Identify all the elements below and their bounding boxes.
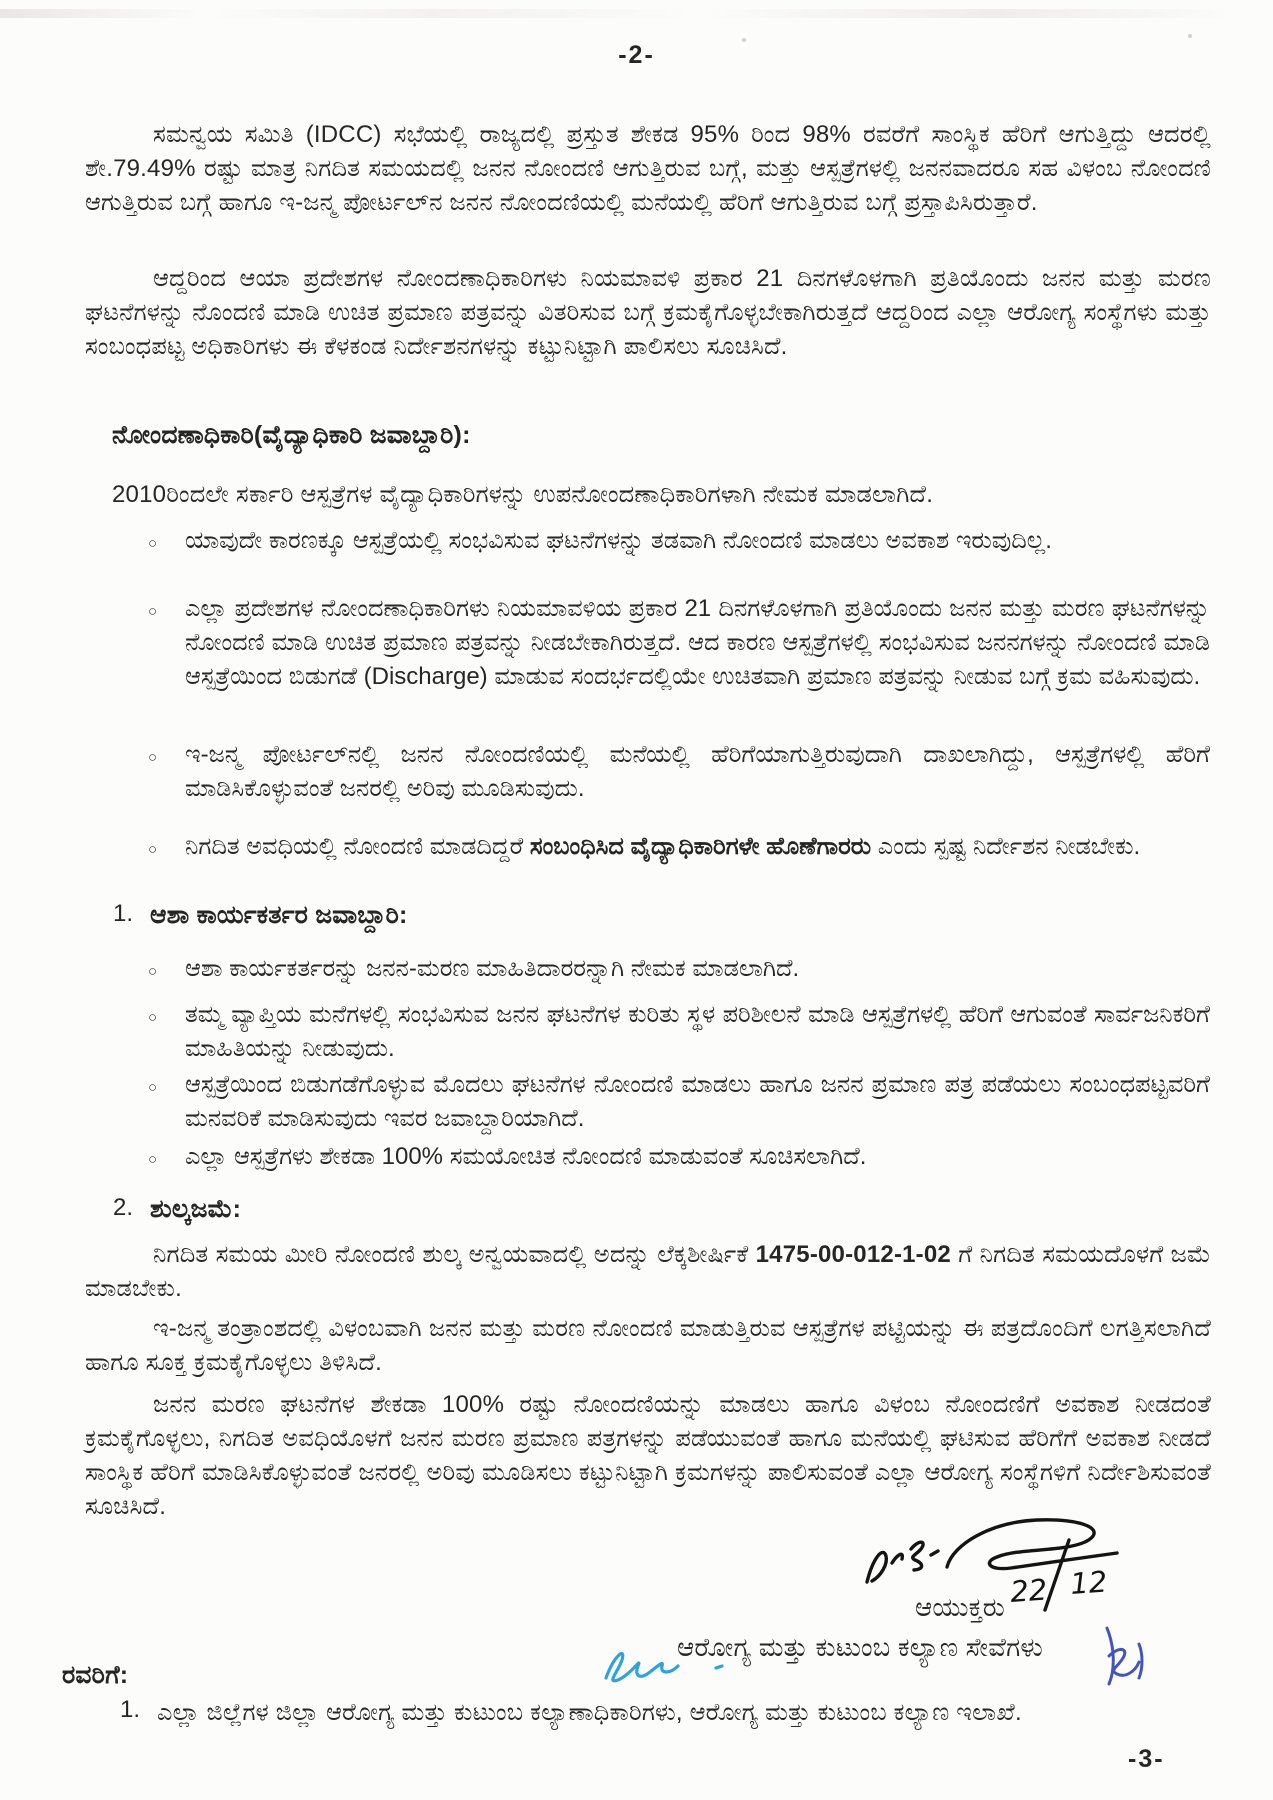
blue-side-scribble [1095, 1622, 1157, 1692]
asha-bullet-1-text: ಆಶಾ ಕಾರ್ಯಕರ್ತರನ್ನು ಜನನ-ಮರಣ ಮಾಹಿತಿದಾರರನ್ನಾಗಿ ನೇಮಕ ಮಾಡಲಾಗಿದೆ. [185, 955, 800, 982]
scan-artifact-strip [0, 9, 1273, 18]
registrar-bullet-4 [148, 830, 1210, 864]
fees-paragraph-1-post: ಗೆ ನಿಗದಿತ ಸಮಯದೊಳಗೆ ಜಮೆ ಮಾಡಬೇಕು. [85, 1241, 1211, 1302]
page-number-bottom: -3- [1128, 1745, 1165, 1773]
asha-bullet-4-text: ಎಲ್ಲಾ ಆಸ್ಪತ್ರೆಗಳು ಶೇಕಡಾ 100% ಸಮಯೋಚಿತ ನೋಂದಣಿ ಮಾಡುವಂತೆ ಸೂಚಿಸಲಾಗಿದೆ. [185, 1143, 867, 1170]
registrar-intro: 2010ರಿಂದಲೇ ಸರ್ಕಾರಿ ಆಸ್ಪತ್ರೆಗಳ ವೈದ್ಯಾಧಿಕಾರಿಗಳನ್ನು ಉಪನೋಂದಣಾಧಿಕಾರಿಗಳಾಗಿ ನೇಮಕ ಮಾಡಲಾಗಿದೆ. [112, 481, 934, 508]
asha-bullet-4 [148, 1140, 1210, 1174]
fees-section-number: 2. [113, 1194, 134, 1221]
signatory-organization: ಆರೋಗ್ಯ ಮತ್ತು ಕುಟುಂಬ ಕಲ್ಯಾಣ ಸೇವೆಗಳು [677, 1632, 1043, 1662]
bullet-circle-icon: ○ [148, 603, 158, 620]
registrar-bullet-4-pre: ನಿಗದಿತ ಅವಧಿಯಲ್ಲಿ ನೋಂದಣಿ ಮಾಡದಿದ್ದರೆ [185, 833, 530, 860]
registrar-section-heading: ನೋಂದಣಾಧಿಕಾರಿ(ವೈದ್ಯಾಧಿಕಾರಿ ಜವಾಬ್ದಾರಿ): [112, 421, 471, 449]
fees-paragraph-1 [85, 1238, 1211, 1306]
asha-bullet-2 [148, 998, 1210, 1066]
bullet-circle-icon: ○ [148, 1009, 158, 1026]
bullet-circle-icon: ○ [148, 749, 158, 766]
registrar-bullet-4-post: ಎಂದು ಸ್ಪಷ್ಟ ನಿರ್ದೇಶನ ನೀಡಬೇಕು. [871, 833, 1141, 860]
asha-section-heading: ಆಶಾ ಕಾರ್ಯಕರ್ತರ ಜವಾಬ್ದಾರಿ: [150, 901, 408, 929]
bullet-circle-icon: ○ [148, 1151, 158, 1168]
asha-section-number: 1. [113, 900, 134, 927]
recipients-heading: ರವರಿಗೆ: [62, 1661, 129, 1689]
registrar-bullet-3-text: ಇ-ಜನ್ಮ ಪೋರ್ಟಲ್‌ನಲ್ಲಿ ಜನನ ನೋಂದಣಿಯಲ್ಲಿ ಮನೆಯಲ್ಲಿ ಹೆರಿಗೆಯಾಗುತ್ತಿರುವುದಾಗಿ ದಾಖಲಾಗಿದ್ದು, ಆಸ್ಪತ್ರೆಗಳಲ್ಲಿ ಹೆರಿಗೆ ಮಾಡಿಸಿಕೊಳ್ಳುವಂತೆ ಜನರಲ್ಲಿ ಅರಿವು ಮೂಡಿಸುವುದು. [185, 741, 1210, 802]
fees-paragraph-2: ಇ-ಜನ್ಮ ತಂತ್ರಾಂಶದಲ್ಲಿ ವಿಳಂಬವಾಗಿ ಜನನ ಮತ್ತು ಮರಣ ನೋಂದಣಿ ಮಾಡುತ್ತಿರುವ ಆಸ್ಪತ್ರೆಗಳ ಪಟ್ಟಿಯನ್ನು ಈ ಪತ್ರದೊಂದಿಗೆ ಲಗತ್ತಿಸಲಾಗಿದೆ ಹಾಗೂ ಸೂಕ್ತ ಕ್ರಮಕೈಗೊಳ್ಳಲು ತಿಳಿಸಿದೆ. [85, 1315, 1211, 1376]
registrar-bullet-2-text: ಎಲ್ಲಾ ಪ್ರದೇಶಗಳ ನೋಂದಣಾಧಿಕಾರಿಗಳು ನಿಯಮಾವಳಿಯ ಪ್ರಕಾರ 21 ದಿನಗಳೊಳಗಾಗಿ ಪ್ರತಿಯೊಂದು ಜನನ ಮತ್ತು ಮರಣ ಘಟನೆಗಳನ್ನು ನೋಂದಣಿ ಮಾಡಿ ಉಚಿತ ಪ್ರಮಾಣ ಪತ್ರವನ್ನು ನೀಡಬೇಕಾಗಿರುತ್ತದೆ. ಆದ ಕಾರಣ ಆಸ್ಪತ್ರೆಗಳಲ್ಲಿ ಸಂಭವಿಸುವ ಜನನಗಳನ್ನು ನೋಂದಣಿ ಮಾಡಿ ಆಸ್ಪತ್ರೆಯಿಂದ ಬಿಡುಗಡೆ (Discharge) ಮಾಡುವ ಸಂದರ್ಭದಲ್ಲಿಯೇ ಉಚಿತವಾಗಿ ಪ್ರಮಾಣ ಪತ್ರವನ್ನು ನೀಡುವ ಬಗ್ಗೆ ಕ್ರಮ ವಹಿಸುವುದು. [185, 595, 1210, 690]
fees-section-heading: ಶುಲ್ಕಜಮೆ: [150, 1195, 242, 1223]
asha-bullet-2-text: ತಮ್ಮ ವ್ಯಾಪ್ತಿಯ ಮನೆಗಳಲ್ಲಿ ಸಂಭವಿಸುವ ಜನನ ಘಟನೆಗಳ ಕುರಿತು ಸ್ಥಳ ಪರಿಶೀಲನೆ ಮಾಡಿ ಆಸ್ಪತ್ರೆಗಳಲ್ಲಿ ಹೆರಿಗೆ ಆಗುವಂತೆ ಸಾರ್ವಜನಿಕರಿಗೆ ಮಾಹಿತಿಯನ್ನು ನೀಡುವುದು. [185, 1001, 1210, 1062]
signatory-title: ಆಯುಕ್ತರು [914, 1592, 1005, 1622]
bullet-circle-icon: ○ [148, 841, 158, 858]
bullet-circle-icon: ○ [148, 535, 158, 552]
bullet-circle-icon: ○ [148, 963, 158, 980]
recipient-1-number: 1. [120, 1696, 141, 1723]
bullet-circle-icon: ○ [148, 1079, 158, 1096]
blue-initial-scribble [598, 1636, 748, 1692]
asha-bullet-3 [148, 1068, 1210, 1136]
fees-paragraph-1-pre: ನಿಗದಿತ ಸಮಯ ಮೀರಿ ನೋಂದಣಿ ಶುಲ್ಕ ಅನ್ವಯವಾದಲ್ಲಿ ಅದನ್ನು ಲೆಕ್ಕಶೀರ್ಷಿಕೆ [153, 1241, 756, 1268]
registrar-bullet-2 [148, 592, 1210, 694]
asha-bullet-1 [148, 952, 1210, 986]
fees-account-head: 1475-00-012-1-02 [755, 1241, 951, 1268]
registrar-bullet-3 [148, 738, 1210, 806]
paragraph-directions: ಆದ್ದರಿಂದ ಆಯಾ ಪ್ರದೇಶಗಳ ನೋಂದಣಾಧಿಕಾರಿಗಳು ನಿಯಮಾವಳಿ ಪ್ರಕಾರ 21 ದಿನಗಳೊಳಗಾಗಿ ಪ್ರತಿಯೊಂದು ಜನನ ಮತ್ತು ಮರಣ ಘಟನೆಗಳನ್ನು ನೊಂದಣಿ ಮಾಡಿ ಉಚಿತ ಪ್ರಮಾಣ ಪತ್ರವನ್ನು ವಿತರಿಸುವ ಬಗ್ಗೆ ಕ್ರಮಕೈಗೊಳ್ಳಬೇಕಾಗಿರುತ್ತದೆ ಆದ್ದರಿಂದ ಎಲ್ಲಾ ಆರೋಗ್ಯ ಸಂಸ್ಥೆಗಳು ಮತ್ತು ಸಂಬಂಧಪಟ್ಟ ಅಧಿಕಾರಿಗಳು ಈ ಕೆಳಕಂಡ ನಿರ್ದೇಶನಗಳನ್ನು ಕಟ್ಟುನಿಟ್ಟಾಗಿ ಪಾಲಿಸಲು ಸೂಚಿಸಿದೆ. [85, 265, 1211, 360]
registrar-bullet-1 [148, 524, 1210, 558]
signature-date-day: 22 [1009, 1572, 1049, 1609]
fees-paragraph-3: ಜನನ ಮರಣ ಘಟನೆಗಳ ಶೇಕಡಾ 100% ರಷ್ಟು ನೋಂದಣಿಯನ್ನು ಮಾಡಲು ಹಾಗೂ ವಿಳಂಬ ನೋಂದಣಿಗೆ ಅವಕಾಶ ನೀಡದಂತೆ ಕ್ರಮಕೈಗೊಳ್ಳಲು, ನಿಗದಿತ ಅವಧಿಯೊಳಗೆ ಜನನ ಮರಣ ಪ್ರಮಾಣ ಪತ್ರಗಳನ್ನು ಪಡೆಯುವಂತೆ ಹಾಗೂ ಮನೆಯಲ್ಲಿ ಘಟಿಸುವ ಹೆರಿಗೆಗೆ ಅವಕಾಶ ನೀಡದೆ ಸಾಂಸ್ಥಿಕ ಹೆರಿಗೆ ಮಾಡಿಸಿಕೊಳ್ಳುವಂತೆ ಜನರಲ್ಲಿ ಅರಿವು ಮೂಡಿಸಲು ಕಟ್ಟುನಿಟ್ಟಾಗಿ ಕ್ರಮಗಳನ್ನು ಪಾಲಿಸುವಂತೆ ಎಲ್ಲಾ ಆರೋಗ್ಯ ಸಂಸ್ಥೆಗಳಿಗೆ ನಿರ್ದೇಶಿಸುವಂತೆ ಸೂಚಿಸಿದೆ. [85, 1391, 1211, 1520]
paragraph-idcc-meeting: ಸಮನ್ವಯ ಸಮಿತಿ (IDCC) ಸಭೆಯಲ್ಲಿ ರಾಜ್ಯದಲ್ಲಿ ಪ್ರಸ್ತುತ ಶೇಕಡ 95% ರಿಂದ 98% ರವರೆಗೆ ಸಾಂಸ್ಥಿಕ ಹೆರಿಗೆ ಆಗುತ್ತಿದ್ದು ಆದರಲ್ಲಿ ಶೇ.79.49% ರಷ್ಟು ಮಾತ್ರ ನಿಗದಿತ ಸಮಯದಲ್ಲಿ ಜನನ ನೋಂದಣಿ ಆಗುತ್ತಿರುವ ಬಗ್ಗೆ, ಮತ್ತು ಆಸ್ಪತ್ರೆಗಳಲ್ಲಿ ಜನನವಾದರೂ ಸಹ ವಿಳಂಬ ನೋಂದಣಿ ಆಗುತ್ತಿರುವ ಬಗ್ಗೆ ಹಾಗೂ ಇ-ಜನ್ಮ ಪೋರ್ಟಲ್‌ನ ಜನನ ನೋಂದಣಿಯಲ್ಲಿ ಮನೆಯಲ್ಲಿ ಹೆರಿಗೆ ಆಗುತ್ತಿರುವ ಬಗ್ಗೆ ಪ್ರಸ್ತಾಪಿಸಿರುತ್ತಾರೆ. [85, 121, 1211, 216]
recipient-1-text: ಎಲ್ಲಾ ಜಿಲ್ಲೆಗಳ ಜಿಲ್ಲಾ ಆರೋಗ್ಯ ಮತ್ತು ಕುಟುಂಬ ಕಲ್ಯಾಣಾಧಿಕಾರಿಗಳು, ಆರೋಗ್ಯ ಮತ್ತು ಕುಟುಂಬ ಕಲ್ಯಾಣ ಇಲಾಖೆ. [157, 1699, 1022, 1726]
page-number-top: -2- [618, 41, 655, 69]
signature-date-month: 12 [1069, 1564, 1109, 1601]
registrar-bullet-4-bold: ಸಂಬಂಧಿಸಿದ ವೈದ್ಯಾಧಿಕಾರಿಗಳೇ ಹೊಣೆಗಾರರು [529, 833, 872, 860]
asha-bullet-3-text: ಆಸ್ಪತ್ರೆಯಿಂದ ಬಿಡುಗಡೆಗೊಳ್ಳುವ ಮೊದಲು ಘಟನೆಗಳ ನೋಂದಣಿ ಮಾಡಲು ಹಾಗೂ ಜನನ ಪ್ರಮಾಣ ಪತ್ರ ಪಡೆಯಲು ಸಂಬಂಧಪಟ್ಟವರಿಗೆ ಮನವರಿಕೆ ಮಾಡಿಸುವುದು ಇವರ ಜವಾಬ್ದಾರಿಯಾಗಿದೆ. [185, 1071, 1210, 1132]
registrar-bullet-1-text: ಯಾವುದೇ ಕಾರಣಕ್ಕೂ ಆಸ್ಪತ್ರೆಯಲ್ಲಿ ಸಂಭವಿಸುವ ಘಟನೆಗಳನ್ನು ತಡವಾಗಿ ನೋಂದಣಿ ಮಾಡಲು ಅವಕಾಶ ಇರುವುದಿಲ್ಲ. [185, 527, 1052, 554]
